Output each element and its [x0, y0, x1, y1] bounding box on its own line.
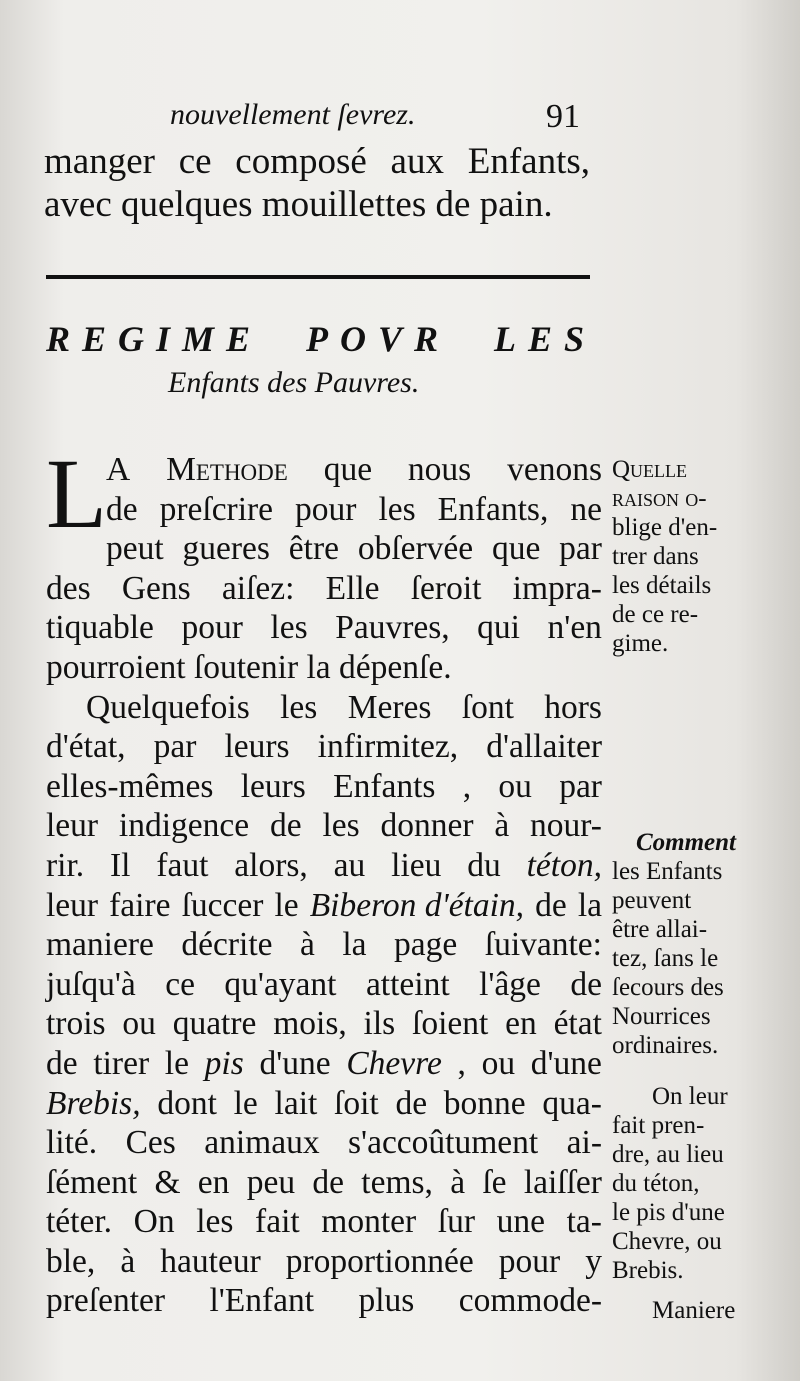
- text-line: [44, 183, 590, 226]
- word: juſqu'à: [46, 965, 136, 1003]
- word: trois: [46, 1005, 106, 1043]
- word: à: [450, 1163, 466, 1201]
- word: maniere: [46, 926, 154, 964]
- word: téton,: [526, 846, 602, 884]
- word: par: [559, 530, 602, 568]
- word: ne: [570, 490, 602, 528]
- word: pour: [181, 609, 243, 647]
- margin-line: ordinaires.: [612, 1032, 719, 1059]
- body-line: [46, 569, 602, 609]
- word: bonne: [443, 1084, 526, 1122]
- word: Quelquefois: [86, 688, 250, 726]
- margin-line: Comment: [635, 829, 736, 856]
- word: &: [154, 1163, 181, 1201]
- body-line: [46, 1202, 602, 1242]
- word: ſur: [437, 1203, 476, 1241]
- word: leurs: [240, 767, 306, 805]
- body-line: [46, 806, 602, 846]
- word: que: [323, 451, 373, 488]
- margin-line: de ce re-: [612, 601, 699, 628]
- word: commode-: [458, 1282, 602, 1320]
- body-line: [46, 846, 602, 886]
- body-line: [46, 965, 602, 1005]
- title-line-1: [46, 318, 596, 360]
- word: laiſſer: [523, 1163, 602, 1201]
- margin-note-1: [612, 455, 760, 658]
- word: de: [395, 1084, 428, 1122]
- word: manger: [44, 141, 155, 182]
- word: aiſez:: [221, 569, 295, 607]
- margin-line: être allai-: [612, 916, 708, 943]
- word: ta-: [566, 1203, 602, 1241]
- word: Meres: [347, 688, 432, 726]
- word: tems,: [361, 1163, 433, 1201]
- margin-line: On leur: [652, 1083, 728, 1110]
- word: ſuccer: [181, 886, 264, 924]
- word: y: [585, 1242, 602, 1280]
- body-line: [46, 886, 602, 926]
- section-title: [46, 318, 596, 400]
- word: monter: [321, 1203, 417, 1241]
- word: ,: [457, 1044, 466, 1082]
- body-line: [46, 1242, 602, 1282]
- word: On: [133, 1203, 175, 1241]
- title-word: REGIME: [46, 319, 263, 359]
- word: ou: [498, 767, 532, 805]
- word: de: [106, 490, 138, 528]
- drop-cap: L: [46, 438, 108, 549]
- word: à: [300, 926, 315, 964]
- word: peu: [246, 1163, 296, 1201]
- margin-line: dre, au lieu: [612, 1141, 724, 1168]
- word: nour-: [530, 807, 602, 845]
- word: rir.: [46, 846, 85, 884]
- word: lieu: [391, 846, 442, 884]
- word: Pauvres,: [335, 609, 450, 647]
- word: Gens: [121, 569, 191, 607]
- word: Methode: [166, 451, 288, 488]
- word: indigence: [118, 807, 250, 845]
- margin-note-4: [612, 1296, 760, 1325]
- word: obſervée: [357, 530, 474, 568]
- body-line: [46, 1084, 602, 1124]
- word: de: [46, 1044, 78, 1082]
- word: les: [270, 609, 308, 647]
- word: téter.: [46, 1203, 113, 1241]
- word: Il: [110, 846, 131, 884]
- word: gueres: [182, 530, 270, 568]
- body-line: [46, 1281, 602, 1321]
- word: décrite: [181, 926, 273, 964]
- word: Chevre: [346, 1044, 442, 1082]
- word: qu'ayant: [224, 965, 337, 1003]
- word: leur: [46, 886, 99, 924]
- title-word: POVR: [306, 319, 451, 359]
- word: de: [535, 886, 567, 924]
- word: la: [577, 886, 602, 924]
- word: n'en: [547, 609, 602, 647]
- word: le: [233, 1084, 258, 1122]
- word: Enfants,: [437, 490, 549, 528]
- word: proportionnée: [285, 1242, 474, 1280]
- word: que: [491, 530, 541, 568]
- word: d'état,: [46, 728, 126, 766]
- body-line: [46, 1123, 602, 1163]
- body-line: [46, 688, 602, 728]
- word: venons: [507, 451, 602, 488]
- word: de: [570, 965, 602, 1003]
- body-line: [46, 727, 602, 767]
- body-line: [46, 767, 602, 807]
- text-line: [44, 140, 590, 183]
- word: au: [333, 846, 366, 884]
- word: faire: [109, 886, 171, 924]
- word: Brebis,: [46, 1084, 141, 1122]
- word: à: [494, 807, 510, 845]
- word: ſoit: [334, 1084, 379, 1122]
- margin-line: les Enfants: [612, 858, 723, 885]
- margin-line: Maniere: [652, 1297, 736, 1324]
- margin-line: peuvent: [612, 887, 692, 914]
- word: ou: [122, 1005, 156, 1043]
- word: de: [312, 1163, 344, 1201]
- word: leurs: [224, 728, 290, 766]
- body-line: [46, 1044, 602, 1084]
- margin-line: du téton,: [612, 1170, 700, 1197]
- word: donner: [380, 807, 474, 845]
- word: ,: [462, 767, 472, 805]
- margin-line: Quelle: [612, 456, 688, 483]
- word: leur: [46, 807, 99, 845]
- word: d'une: [530, 1044, 602, 1082]
- word: à: [120, 1242, 136, 1280]
- word: ſeroit: [410, 569, 482, 607]
- word: pourroient ſoutenir la dépenſe.: [46, 648, 452, 686]
- word: Ces: [125, 1124, 176, 1162]
- word: atteint: [365, 965, 450, 1003]
- word: qui: [477, 609, 520, 647]
- word: preſcrire: [159, 490, 274, 528]
- margin-line: raison o-: [612, 485, 707, 512]
- title-word: LES: [493, 319, 596, 359]
- body-line: [106, 450, 602, 490]
- word: Biberon d'étain,: [309, 886, 525, 924]
- word: impra-: [512, 569, 602, 607]
- word: peut: [106, 530, 164, 568]
- word: état: [553, 1005, 602, 1043]
- margin-line: Chevre, ou: [612, 1228, 722, 1255]
- word: Elle: [325, 569, 380, 607]
- word: mois,: [273, 1005, 347, 1043]
- margin-line: ſecours des: [612, 974, 724, 1001]
- word: ou: [481, 1044, 516, 1082]
- running-header: [170, 98, 580, 135]
- word: la: [342, 926, 367, 964]
- word: pis: [204, 1044, 244, 1082]
- running-title: nouvellement ſevrez.: [170, 98, 416, 131]
- margin-line: fait pren-: [612, 1112, 705, 1139]
- word: du: [467, 846, 501, 884]
- word: A: [106, 451, 131, 488]
- word: ils: [363, 1005, 396, 1043]
- margin-line: Brebis.: [612, 1257, 684, 1284]
- word: ſuivante:: [484, 926, 602, 964]
- word: l'Enfant: [209, 1282, 315, 1320]
- margin-line: le pis d'une: [612, 1199, 725, 1226]
- margin-line: trer dans: [612, 543, 699, 570]
- margin-line: blige d'en-: [612, 514, 718, 541]
- word: avec quelques mouillettes de pain.: [44, 184, 553, 225]
- word: l'âge: [479, 965, 541, 1003]
- word: plus: [358, 1282, 415, 1320]
- body-line: [46, 648, 602, 688]
- word: alors,: [234, 846, 308, 884]
- word: aux: [390, 141, 444, 182]
- word: composé: [235, 141, 367, 182]
- body-line: [106, 490, 602, 530]
- word: d'une: [259, 1044, 331, 1082]
- word: Enfants,: [467, 141, 590, 182]
- margin-note-2: [612, 828, 760, 1060]
- word: ſoient: [412, 1005, 489, 1043]
- word: elles-mêmes: [46, 767, 214, 805]
- body-text: [46, 438, 602, 1321]
- word: hors: [544, 688, 602, 726]
- word: ce: [178, 141, 212, 182]
- margin-line: les détails: [612, 572, 712, 599]
- word: nous: [407, 451, 472, 488]
- margin-line: tez, ſans le: [612, 945, 719, 972]
- word: infirmitez,: [317, 728, 459, 766]
- word: fait: [255, 1203, 300, 1241]
- margin-line: gime.: [612, 630, 669, 657]
- margin-note-3: [612, 1082, 760, 1285]
- word: être: [288, 530, 339, 568]
- word: page: [394, 926, 458, 964]
- word: les: [196, 1203, 234, 1241]
- word: par: [153, 728, 197, 766]
- word: en: [197, 1163, 230, 1201]
- word: par: [559, 767, 602, 805]
- word: quatre: [172, 1005, 257, 1043]
- body-line: [46, 608, 602, 648]
- word: tirer: [93, 1044, 150, 1082]
- continued-text: [44, 140, 590, 226]
- word: une: [496, 1203, 545, 1241]
- body-line: [106, 529, 602, 569]
- word: animaux: [204, 1124, 320, 1162]
- word: des: [46, 569, 91, 607]
- word: les: [378, 490, 416, 528]
- word: de: [269, 807, 302, 845]
- word: Enfants: [333, 767, 436, 805]
- word: en: [505, 1005, 537, 1043]
- word: s'accoûtument: [348, 1124, 539, 1162]
- word: hauteur: [160, 1242, 261, 1280]
- word: ai-: [566, 1124, 602, 1162]
- word: les: [322, 807, 360, 845]
- word: le: [164, 1044, 189, 1082]
- body-line: [46, 1004, 602, 1044]
- body-line: [46, 1163, 602, 1203]
- word: dont: [157, 1084, 217, 1122]
- word: le: [274, 886, 299, 924]
- word: pour: [295, 490, 357, 528]
- word: les: [280, 688, 318, 726]
- word: ce: [165, 965, 195, 1003]
- word: faut: [156, 846, 209, 884]
- word: d'allaiter: [486, 728, 602, 766]
- word: tiquable: [46, 609, 154, 647]
- word: lité.: [46, 1124, 98, 1162]
- word: preſenter: [46, 1282, 166, 1320]
- title-line-2: Enfants des Pauvres.: [168, 366, 420, 399]
- word: ſont: [461, 688, 514, 726]
- body-line: [46, 925, 602, 965]
- word: ſément: [46, 1163, 138, 1201]
- word: lait: [274, 1084, 318, 1122]
- word: ble,: [46, 1242, 96, 1280]
- margin-line: Nourrices: [612, 1003, 711, 1030]
- word: pour: [498, 1242, 561, 1280]
- word: qua-: [542, 1084, 602, 1122]
- page-number: 91: [546, 98, 580, 135]
- word: ſe: [482, 1163, 507, 1201]
- section-divider: [46, 275, 590, 279]
